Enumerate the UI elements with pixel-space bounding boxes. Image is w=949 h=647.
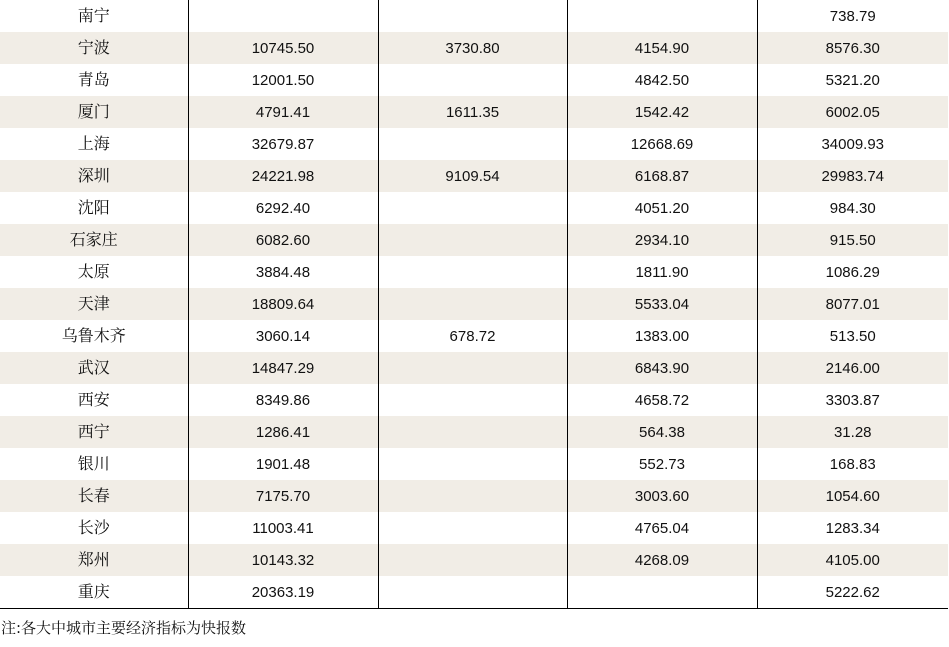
city-name-cell: 天津	[0, 288, 188, 320]
city-name-cell: 石家庄	[0, 224, 188, 256]
value-cell: 4051.20	[567, 192, 757, 224]
value-cell	[378, 288, 567, 320]
value-cell	[378, 224, 567, 256]
value-cell: 3884.48	[188, 256, 378, 288]
value-cell: 678.72	[378, 320, 567, 352]
value-cell: 14847.29	[188, 352, 378, 384]
value-cell	[378, 0, 567, 32]
city-name-cell: 西宁	[0, 416, 188, 448]
table-row	[0, 160, 948, 192]
table-row	[0, 320, 948, 352]
value-cell: 6843.90	[567, 352, 757, 384]
value-cell: 1901.48	[188, 448, 378, 480]
value-cell: 4154.90	[567, 32, 757, 64]
table-row	[0, 576, 948, 609]
value-cell: 1054.60	[757, 480, 948, 512]
city-name-cell: 太原	[77, 262, 110, 281]
value-cell: 5533.04	[567, 288, 757, 320]
value-cell	[567, 0, 757, 32]
value-cell	[378, 576, 567, 609]
city-name-cell: 乌鲁木齐	[61, 326, 126, 345]
value-cell: 564.38	[567, 416, 757, 448]
table-row	[0, 192, 948, 224]
value-cell: 168.83	[757, 448, 948, 480]
value-cell: 513.50	[757, 320, 948, 352]
table-row	[0, 480, 948, 512]
value-cell: 1283.34	[757, 512, 948, 544]
table-row	[0, 128, 948, 160]
value-cell: 32679.87	[188, 128, 378, 160]
value-cell: 5321.20	[757, 64, 948, 96]
table-row	[0, 416, 948, 448]
value-cell: 5222.62	[757, 576, 948, 609]
table-row	[0, 32, 948, 64]
value-cell: 6002.05	[757, 96, 948, 128]
city-name-cell: 上海	[77, 134, 110, 153]
value-cell: 11003.41	[188, 512, 378, 544]
city-name-cell: 郑州	[0, 544, 188, 576]
value-cell	[378, 480, 567, 512]
table-row	[0, 384, 948, 416]
value-cell	[378, 544, 567, 576]
city-name-cell: 武汉	[0, 352, 188, 384]
value-cell: 4842.50	[567, 64, 757, 96]
value-cell: 915.50	[757, 224, 948, 256]
table-row	[0, 0, 948, 32]
city-name-cell: 厦门	[0, 96, 188, 128]
value-cell: 1811.90	[567, 256, 757, 288]
value-cell: 6292.40	[188, 192, 378, 224]
value-cell: 20363.19	[188, 576, 378, 609]
value-cell: 9109.54	[378, 160, 567, 192]
value-cell: 552.73	[567, 448, 757, 480]
value-cell: 29983.74	[757, 160, 948, 192]
city-name-cell: 宁波	[0, 32, 188, 64]
value-cell: 8349.86	[188, 384, 378, 416]
value-cell: 2146.00	[757, 352, 948, 384]
value-cell: 10143.32	[188, 544, 378, 576]
value-cell: 12001.50	[188, 64, 378, 96]
table-row	[0, 224, 948, 256]
value-cell: 3730.80	[378, 32, 567, 64]
value-cell: 8077.01	[757, 288, 948, 320]
value-cell: 4765.04	[567, 512, 757, 544]
value-cell	[378, 128, 567, 160]
value-cell: 2934.10	[567, 224, 757, 256]
value-cell: 7175.70	[188, 480, 378, 512]
value-cell	[378, 64, 567, 96]
value-cell: 12668.69	[567, 128, 757, 160]
value-cell	[378, 352, 567, 384]
value-cell: 1383.00	[567, 320, 757, 352]
value-cell: 984.30	[757, 192, 948, 224]
value-cell: 10745.50	[188, 32, 378, 64]
table-row	[0, 512, 948, 544]
value-cell: 1542.42	[567, 96, 757, 128]
value-cell: 1086.29	[757, 256, 948, 288]
city-name-cell: 长沙	[77, 518, 110, 537]
value-cell: 34009.93	[757, 128, 948, 160]
city-name-cell: 深圳	[0, 160, 188, 192]
value-cell	[378, 416, 567, 448]
city-name-cell: 青岛	[77, 70, 110, 89]
value-cell	[378, 384, 567, 416]
value-cell: 18809.64	[188, 288, 378, 320]
value-cell	[378, 192, 567, 224]
table-row	[0, 544, 948, 576]
value-cell: 3003.60	[567, 480, 757, 512]
value-cell	[567, 576, 757, 609]
city-name-cell: 长春	[0, 480, 188, 512]
table-row	[0, 352, 948, 384]
value-cell: 1286.41	[188, 416, 378, 448]
value-cell	[378, 448, 567, 480]
value-cell: 6082.60	[188, 224, 378, 256]
value-cell: 1611.35	[378, 96, 567, 128]
table-row	[0, 448, 948, 480]
value-cell: 4658.72	[567, 384, 757, 416]
table-row	[0, 256, 948, 288]
value-cell: 4268.09	[567, 544, 757, 576]
table-row	[0, 64, 948, 96]
city-name-cell: 银川	[77, 454, 110, 473]
table-row	[0, 288, 948, 320]
city-name-cell: 重庆	[0, 576, 188, 609]
value-cell: 4105.00	[757, 544, 948, 576]
value-cell: 738.79	[757, 0, 948, 32]
value-cell: 8576.30	[757, 32, 948, 64]
city-name-cell: 沈阳	[77, 198, 110, 217]
value-cell	[378, 256, 567, 288]
value-cell: 31.28	[757, 416, 948, 448]
value-cell: 3060.14	[188, 320, 378, 352]
value-cell: 4791.41	[188, 96, 378, 128]
city-name-cell: 西安	[77, 390, 110, 409]
value-cell: 6168.87	[567, 160, 757, 192]
value-cell	[188, 0, 378, 32]
value-cell: 3303.87	[757, 384, 948, 416]
table-row	[0, 96, 948, 128]
footnote: 注:各大中城市主要经济指标为快报数	[1, 619, 247, 637]
value-cell	[378, 512, 567, 544]
value-cell: 24221.98	[188, 160, 378, 192]
city-name-cell: 南宁	[77, 6, 110, 25]
